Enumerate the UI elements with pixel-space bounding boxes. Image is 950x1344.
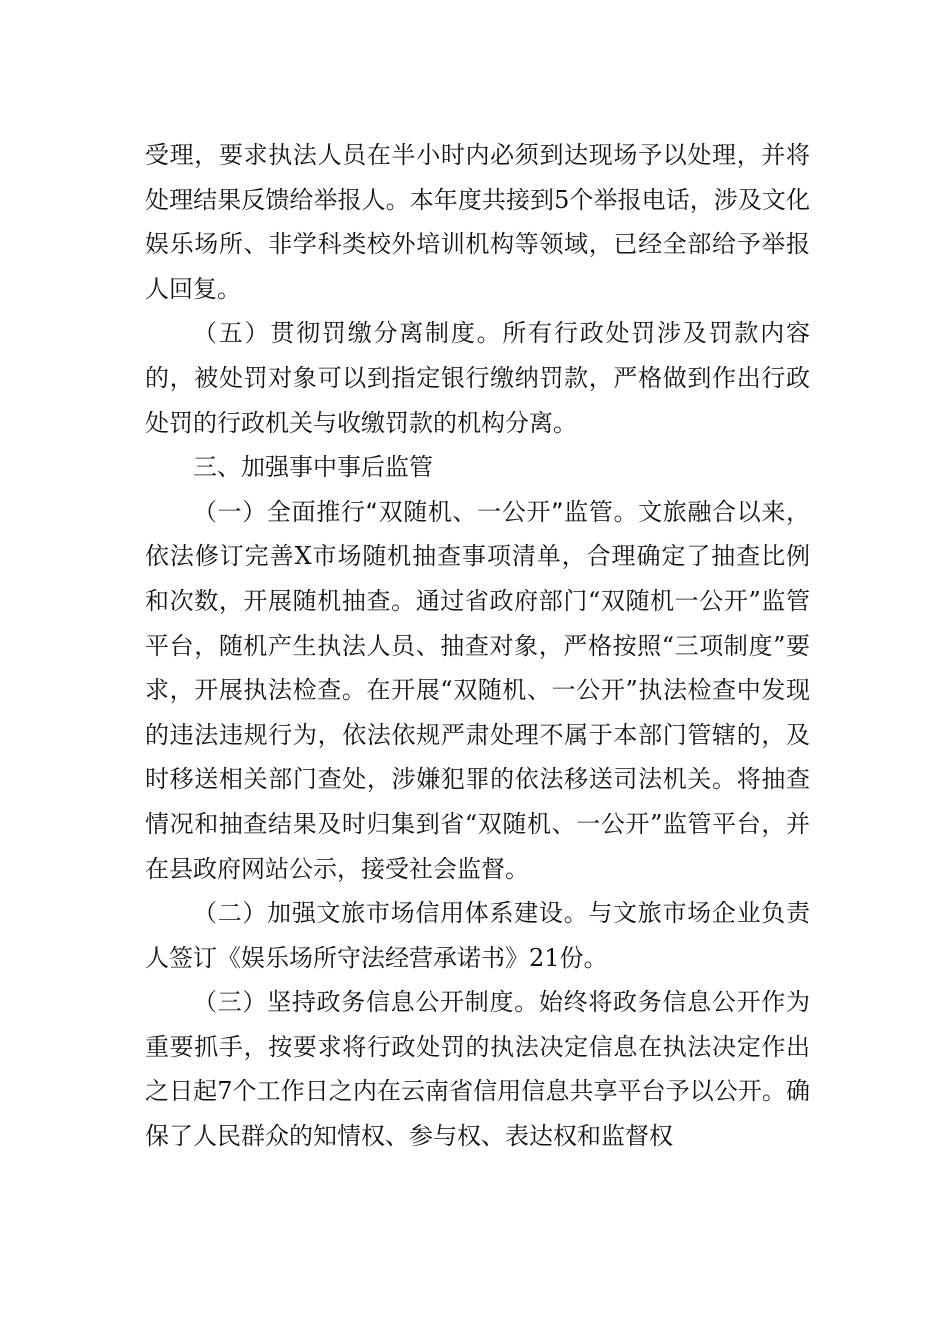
paragraph-credit-system xyxy=(145,891,810,980)
paragraph-text: 文旅融合以来，依法修订完善X市场随机抽查事项清单，合理确定了抽查比例和次数，开展随机抽查。通过省政府部门“双随机一公开”监管平台，随机产生执法人员、抽查对象，严格按照“三项制度”要求，开展执法检查。在开展“双随机、一公开”执法检查中发现的违法违规行为，依法依规严肃处理不属于本部门管辖的，及时移送相关部门查处，涉嫌犯罪的依法移送司法机关。将抽查情况和抽查结果及时归集到省“双随机、一公开”监管平台，并在县政府网站公示，接受社会监督。 xyxy=(145,497,810,883)
paragraph-lead: （二）加强文旅市场信用体系建设。 xyxy=(193,899,589,928)
paragraph-lead: （三）坚持政务信息公开制度。 xyxy=(193,988,539,1017)
section-heading: 三、加强事中事后监管 xyxy=(193,453,433,482)
paragraph-text: 始终将政务信息公开作为重要抓手，按要求将行政处罚的执法决定信息在执法决定作出之日起7个工作日之内在云南省信用信息共享平台予以公开。确保了人民群众的知情权、参与权、表达权和监督权 xyxy=(145,988,811,1151)
paragraph-double-random xyxy=(145,490,810,891)
paragraph-text: 受理，要求执法人员在半小时内必须到达现场予以处理，并将处理结果反馈给举报人。本年度共接到5个举报电话，涉及文化娱乐场所、非学科类校外培训机构等领域，已经全部给予举报人回复。 xyxy=(145,141,810,303)
document-body xyxy=(145,133,810,1159)
paragraph-info-disclosure xyxy=(145,980,810,1158)
paragraph-report-handling xyxy=(145,133,810,311)
paragraph-lead: （一）全面推行“双随机、一公开”监管。 xyxy=(193,497,639,526)
paragraph-text: 与文旅市场企业负责人签订《娱乐场所守法经营承诺书》21份。 xyxy=(145,899,811,972)
paragraph-text: 所有行政处罚涉及罚款内容的，被处罚对象可以到指定银行缴纳罚款，严格做到作出行政处罚的行政机关与收缴罚款的机构分离。 xyxy=(145,319,810,437)
paragraph-lead: （五）贯彻罚缴分离制度。 xyxy=(193,319,503,348)
paragraph-fine-separation xyxy=(145,311,810,445)
